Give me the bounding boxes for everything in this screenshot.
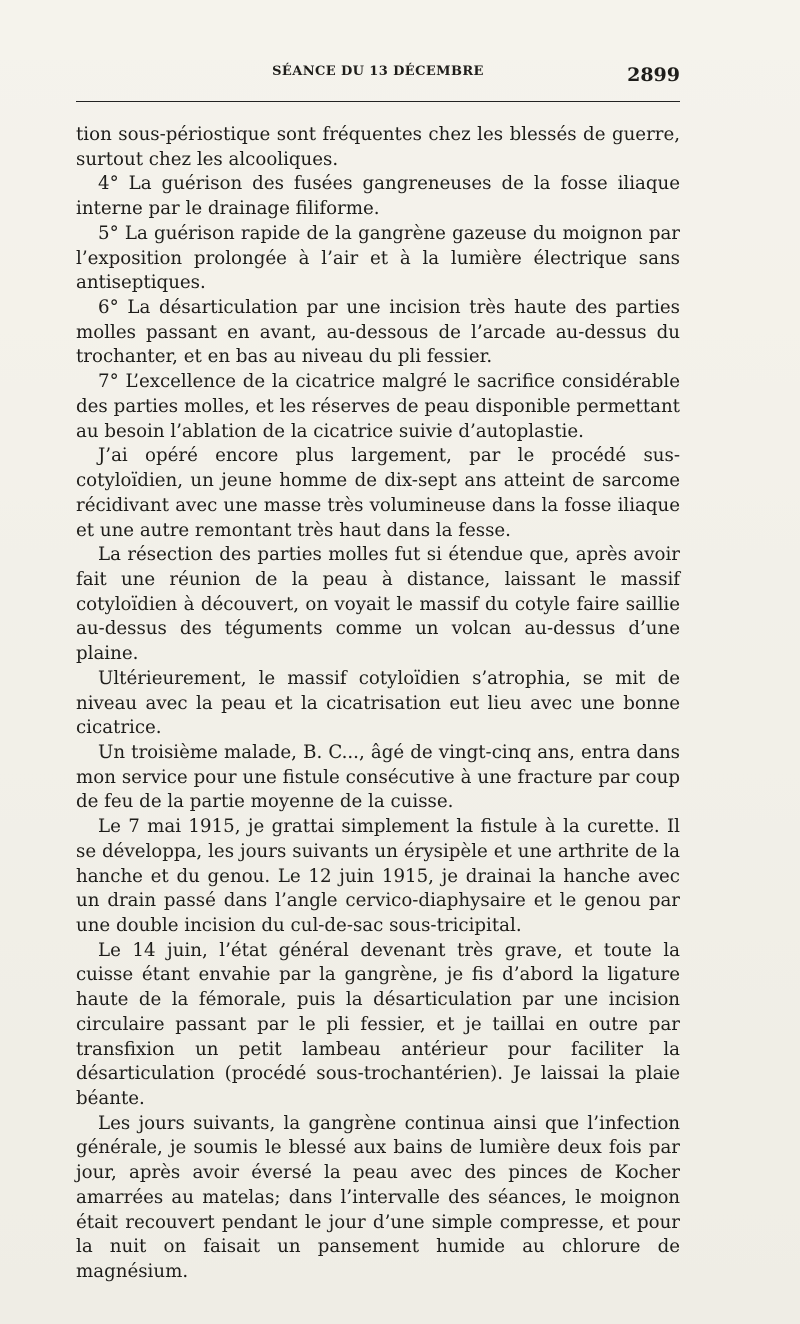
paragraph: La résection des parties molles fut si étendue que, après avoir fait une réunion de la peau à distance, laissant le massif cotyloïdien à découvert, on voyait le massif du cotyle faire saillie au-dessus des téguments comme un volcan au-dessus d’une plaine.	[76, 544, 680, 665]
paragraph: Un troisième malade, B. C..., âgé de vingt-cinq ans, entra dans mon service pour une fistule consécutive à une fracture par coup de feu de la partie moyenne de la cuisse.	[76, 741, 680, 813]
paragraph: 4° La guérison des fusées gangreneuses de la fosse iliaque interne par le drainage filiforme.	[76, 173, 680, 220]
paragraph: Le 14 juin, l’état général devenant très grave, et toute la cuisse étant envahie par la gangrène, je fis d’abord la ligature haute de la fémorale, puis la désarticulation par une incision circulaire passant par le pli fessier, et je taillai en outre par transfixion un petit lambeau antérieur pour faciliter la désarticulation (procédé sous-trochantérien). Je laissai la plaie béante.	[76, 939, 680, 1110]
page-number: 2899	[627, 64, 680, 86]
paragraph: 5° La guérison rapide de la gangrène gazeuse du moignon par l’exposition prolongée à l’air et à la lumière électrique sans antiseptiques.	[76, 222, 680, 294]
paragraph: Le 7 mai 1915, je grattai simplement la fistule à la curette. Il se développa, les jours suivants un érysipèle et une arthrite de la hanche et du genou. Le 12 juin 1915, je drainai la hanche avec un drain passé dans l’angle cervico-diaphysaire et le genou par une double incision du cul-de-sac sous-tricipital.	[76, 816, 680, 936]
paragraph: Ultérieurement, le massif cotyloïdien s’atrophia, se mit de niveau avec la peau et la cicatrisation eut lieu avec une bonne cicatrice.	[76, 667, 680, 739]
body-text	[76, 123, 680, 1285]
running-title: SÉANCE DU 13 DÉCEMBRE	[272, 64, 484, 79]
paragraph: 6° La désarticulation par une incision très haute des parties molles passant en avant, au-dessous de l’arcade au-dessus du trochanter, et en bas au niveau du pli fessier.	[76, 297, 680, 368]
page-header	[76, 64, 680, 88]
paragraph: Les jours suivants, la gangrène continua ainsi que l’infection générale, je soumis le blessé aux bains de lumière deux fois par jour, après avoir éversé la peau avec des pinces de Kocher amarrées au matelas; dans l’intervalle des séances, le moignon était recouvert pendant le jour d’une simple compresse, et pour la nuit on faisait un pansement humide au chlorure de magnésium.	[76, 1112, 680, 1283]
paragraph: 7° L’excellence de la cicatrice malgré le sacrifice considérable des parties molles, et les réserves de peau disponible permettant au besoin l’ablation de la cicatrice suivie d’autoplastie.	[76, 371, 680, 442]
paragraph: tion sous-périostique sont fréquentes chez les blessés de guerre, surtout chez les alcooliques.	[76, 124, 680, 170]
header-rule	[76, 101, 680, 102]
paragraph: J’ai opéré encore plus largement, par le procédé sus-cotyloïdien, un jeune homme de dix-sept ans atteint de sarcome récidivant avec une masse très volumineuse dans la fosse iliaque et une autre remontant très haut dans la fesse.	[76, 445, 680, 541]
